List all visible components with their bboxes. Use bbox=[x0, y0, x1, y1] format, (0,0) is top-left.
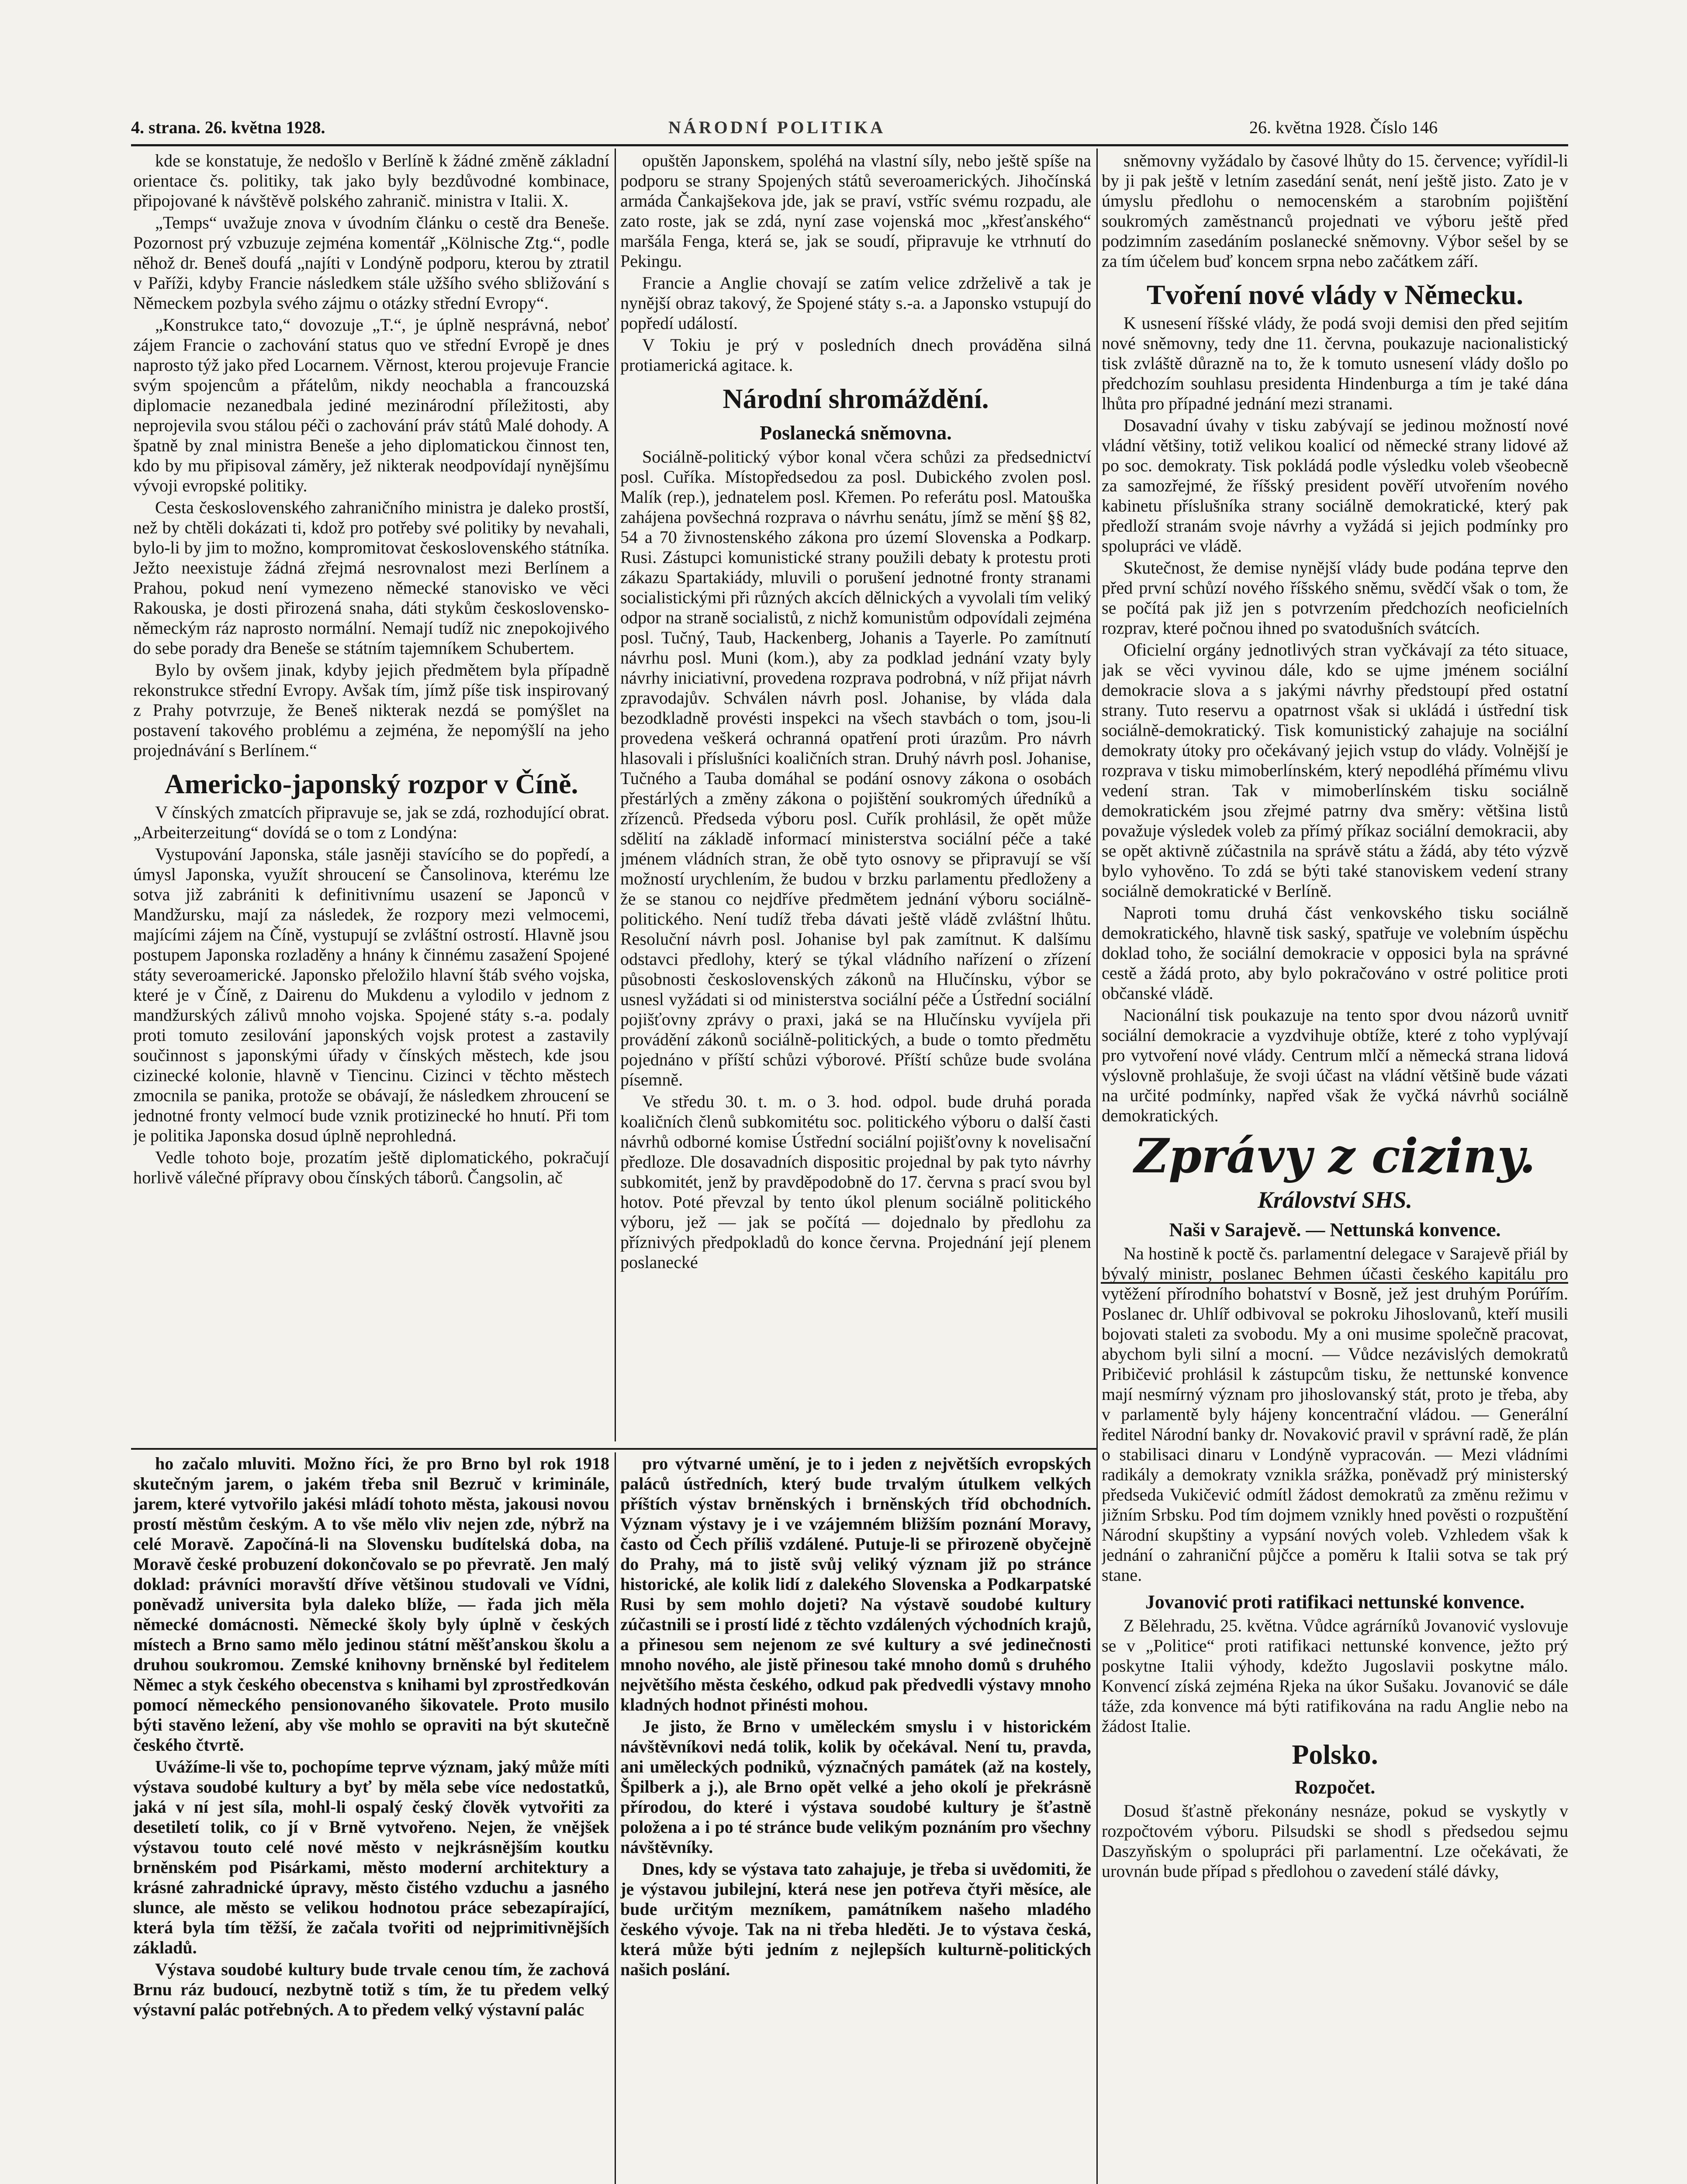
paragraph: Francie a Anglie chovají se zatím velice zdrželivě a tak je nynější obraz takový, že Spojené státy s.-a. a Japonsko vstupují do popředí událostí. bbox=[620, 273, 1091, 333]
bottom-column-2 bbox=[620, 1454, 1091, 2184]
paragraph: Z Bělehradu, 25. května. Vůdce agrárníků Jovanović vyslovuje se v „Politice“ proti ratifikaci nettunské konvence, ježto prý poskytne Italii výhody, kdežto Jugoslavii poskytne málo. Konvencí získá zejména Rjeka na úkor Sušaku. Jovanović se dále táže, zda konvence má býti ratifikována na radu Anglie nebo na žádost Italie. bbox=[1102, 1616, 1568, 1736]
column-divider-1 bbox=[615, 149, 616, 1441]
bottom-column-1 bbox=[133, 1454, 609, 2184]
page-header-left: 4. strana. 26. května 1928. bbox=[131, 117, 325, 137]
paragraph: Sociálně-politický výbor konal včera schůzi za předsednictví posl. Cuříka. Místopředsedou za posl. Dubického zvolen posl. Malík (rep.), jednatelem posl. Křemen. Po referátu posl. Matouška zahájena povšechná rozprava o návrhu senátu, jímž se mění §§ 82, 54 a 70 živnostenského zákona pro území Slovenska a Podkarp. Rusi. Zástupci komunistické strany použili debaty k protestu proti zákazu Spartakiády, mluvili o porušení jednotné fronty stranami socialistickými při různých akcích dělnických a vyvolali tím veliký odpor na straně socialistů, z nichž komunistům odpovídali zejména posl. Tučný, Taub, Hackenberg, Johanis a Tayerle. Po zamítnutí návrhu posl. Muni (kom.), aby za podklad jednání vzaty byly návrhy iniciativní, provedena rozprava podrobná, v níž přijat návrh zpravodajův. Schválen návrh posl. Johanise, by vláda dala bezodkladně provésti inspekci na všech stavbách o tom, jsou-li provedena veškerá ochranná opatření proti úrazům. Pro návrh hlasovali i příslušníci koaličních stran. Druhý návrh posl. Johanise, Tučného a Tauba domáhal se podání osnovy zákona o osobách přestárlých a změny zákona o pojištění soukromých úředníků a zřízenců. Předseda výboru posl. Cuřík prohlásil, že opět může sdělití na základě informací ministerstva sociální péče a také jménem vládních stran, že obě tyto osnovy se připravují se vší možností urychlením, že budou v brzku parlamentu předloženy a že se stanou co nejdříve předmětem jednání výboru sociálně-politického. Není tudíž třeba dávati ještě vládě zvláštní lhůtu. Resoluční návrh posl. Johanise byl pak zamítnut. K dalšímu odstavci předlohy, který se týkal vládního nařízení o zřízení působnosti československých zákonů na Hlučínsku, výbor se usnesl vyžádati si od ministerstva sociální péče a Ústřední sociální pojišťovny zprávy o praxi, jaká se na Hlučínsku vyvíjela při provádění zákonů sociálně-politických, a bude o tomto předmětu pojednáno v příští schůzi výborové. Příští schůze bude svolána písemně. bbox=[620, 447, 1091, 1089]
section-title-zpravy-z-ciziny: Zprávy z ciziny. bbox=[1134, 1129, 1536, 1184]
paragraph: V čínských zmatcích připravuje se, jak se zdá, rozhodující obrat. „Arbeiterzeitung“ dovídá se o tom z Londýna: bbox=[133, 802, 609, 842]
paragraph: Bylo by ovšem jinak, kdyby jejich předmětem byla případně rekonstrukce střední Evropy. Avšak tím, jímž píše tisk inspirovaný z Prahy potvrzuje, že Beneš nikterak nezdá se pomýšlet na postavení takového problému a zejména, že nepomýšlí na jeho projednávání s Berlínem.“ bbox=[133, 660, 609, 760]
paragraph: Oficielní orgány jednotlivých stran vyčkávají za této situace, jak se věci vyvinou dále, kdo se ujme jménem sociální demokracie slova a s jakými návrhy předstoupí před ostatní strany. Tuto reservu a opatrnost však si ukládá i ústřední tisk sociálně-demokratický. Tisk komunistický zahajuje na sociální demokraty útoky pro očekávaný jejich vstup do vlády. Volnější je rozprava v tisku mimoberlínském, který nepodléhá přímému vlivu vedení stran. Tak v mimoberlínském tisku sociálně demokratickém jsou zřejmé patrny dva směry: většina listů považuje výsledek voleb za přímý příkaz sociální demokracii, aby se opět aktivně zúčastnila na správě státu a žádá, aby této výzvě bylo vyhověno. To zdá se býti také stanoviskem vedení strany sociálně demokratické v Berlíně. bbox=[1102, 640, 1568, 901]
subhead-nasi-v-sarajeve: Naši v Sarajevě. — Nettunská konvence. bbox=[1169, 1219, 1501, 1241]
paragraph: ho začalo mluviti. Možno říci, že pro Brno byl rok 1918 skutečným jarem, o jakém třeba snil Bezruč v kriminále, jarem, které vytvořilo jakési mládí tohoto města, jakousi novou prostí městům českým. A to vše mělo vliv nejen zde, nýbrž na celé Moravě. Započíná-li na Slovensku budítelská doba, na Moravě české probuzení dokončovalo se po převratě. Jen malý doklad: právníci moravští dříve většinou studovali ve Vídni, poněvadž universita byla daleko blíže, — řada jich měla německé domácnosti. Německé školy byly úplně v českých místech a Brno samo mělo jedinou státní měšťanskou školu a druhou soukromou. Zemské knihovny brněnské byl ředitelem Němec a styk českého obecenstva s knihami byl zprostředkován pomocí německého pensionovaného šikovatele. Proto musilo býti stavěno ležení, aby vše mohlo se opraviti na být skutečně českého čtvrtě. bbox=[133, 1454, 609, 1755]
page-header-masthead: NÁRODNÍ POLITIKA bbox=[668, 117, 886, 137]
paragraph: „Temps“ uvažuje znova v úvodním článku o cestě dra Beneše. Pozornost prý vzbuzuje zejména komentář „Kölnische Ztg.“, podle něhož dr. Beneš doufá „najíti v Londýně podporu, kterou by ztratil v Paříži, kdyby Francie následkem stále užšího svého sbližování s Německem pozbyla svého zájmu o otázky střední Evropy“. bbox=[133, 213, 609, 313]
paragraph: „Konstrukce tato,“ dovozuje „T.“, je úplně nesprávná, neboť zájem Francie o zachování status quo ve střední Evropě je dnes naprosto týž jako před Locarnem. Věrnost, kterou projevuje Francie svým spojencům a přátelům, nikdy neochabla a francouzská diplomacie nezanedbala jediné mezinárodní příležitosti, aby neprojevila svou stálou péči o zachování práv států Malé dohody. A špatně by znal ministra Beneše a jeho diplomatickou činnost ten, kdo by mu připisoval záměry, jež nikterak neodpovídají nynějšímu vývoji evropské politiky. bbox=[133, 315, 609, 495]
paragraph: Dosavadní úvahy v tisku zabývají se jedinou možností nové vládní většiny, totiž velikou koalicí od německé strany lidové až po soc. demokraty. Tisk pokládá podle výsledku voleb všeobecně za samozřejmé, že říšský president pověří utvořením nového kabinetu příslušníka strany sociálně demokratické, který pak předloží stranám svoje návrhy a vyžádá si jejich podmínky pro spolupráci ve vládě. bbox=[1102, 415, 1568, 556]
subhead-jovanovic: Jovanović proti ratifikaci nettunské konvence. bbox=[1145, 1591, 1525, 1613]
headline-americko-japonsky: Americko-japonský rozpor v Číně. bbox=[164, 768, 578, 799]
paragraph: Nacionální tisk poukazuje na tento spor dvou názorů uvnitř sociální demokracie a vyzdvihuje obtíže, které z toho vyplývají pro vytvoření nové vlády. Centrum mlčí a německá strana lidová výslovně prohlašuje, že svoji účast na vládní většině bude vázati na určité podmínky, napřed však že vyčká návrhů sociálně demokratických. bbox=[1102, 1005, 1568, 1125]
paragraph: K usnesení říšské vlády, že podá svoji demisi den před sejitím nové sněmovny, tedy dne 11. června, poukazuje nacionalistický tisk zvláště důrazně na to, že k tomuto usnesení vlády došlo po předchozím souhlasu presidenta Hindenburga a tím je také dána lhůta pro případné jednání mezi stranami. bbox=[1102, 313, 1568, 413]
column-3 bbox=[1102, 151, 1568, 2184]
paragraph: Dnes, kdy se výstava tato zahajuje, je třeba si uvědomiti, že je výstavou jubilejní, která nese jen potřeva čtyři měsíce, ale bude určitým mezníkem, památníkem našeho mladého českého vývoje. Tak na ni třeba hleděti. Je to výstava česká, která může býti jedním z nejlepších kulturně-politických našich poslání. bbox=[620, 1859, 1091, 1979]
bottom-column-divider bbox=[615, 1452, 616, 2184]
paragraph: Dosud šťastně překonány nesnáze, pokud se vyskytly v rozpočtovém výboru. Pilsudski se shodl s předsedou sejmu Daszyňským o spolupráci při parlamentní. Lze očekávati, že urovnán bude případ s předlohou o zavedení stálé dávky, bbox=[1102, 1801, 1568, 1881]
column-1 bbox=[133, 151, 609, 1444]
headline-polsko: Polsko. bbox=[1292, 1739, 1378, 1770]
paragraph: Vedle tohoto boje, prozatím ještě diplomatického, pokračují horlivě válečné přípravy obou čínských táborů. Čangsolin, ač bbox=[133, 1147, 609, 1187]
headline-narodni-shromazdeni: Národní shromáždění. bbox=[723, 383, 989, 414]
paragraph: pro výtvarné umění, je to i jeden z největších evropských paláců ústředních, který bude trvalým útulkem velkých příštích výstav brněnských i brněnských tříd obchodních. Význam výstavy je i ve vzájemném bližším poznání Moravy, často od Čech příliš vzdálené. Putuje-li se přirozeně obyčejně do Prahy, má to jistě svůj veliký význam již po stránce historické, ale kolik lidí z dalekého Slovenska a Podkarpatské Rusi by sem mohlo dojeti? Na výstavě soudobé kultury zúčastnili se i prostí lidé z těchto vzdálených východních krajů, a přinesou sem nejenom ze své kultury a své jedinečnosti mnoho nového, ale jistě přinesou také mnoho domů s druhého největšího města českého, odkud pak předvedli výstavy mnoho kladných hodnot přinésti mohou. bbox=[620, 1454, 1091, 1714]
paragraph: Uvážíme-li vše to, pochopíme teprve význam, jaký může míti výstava soudobé kultury a byť by měla sebe více nedostatků, jaká v ní jest síla, mohl-li ospalý český člověk vytvořiti za desetiletí tolik, co jí v Brně vytvořeno. Nejen, že vnějšek výstavou touto celé nové město v nejkrásnějším koutku brněnském pod Pisárkami, město moderní architektury a krásné zahradnické úpravy, město čistého vzduchu a jasného slunce, ale město se velikou hodnotou práce sebezapírající, která byla tím těžší, že začala tvořiti od nejprimitivnějších základů. bbox=[133, 1757, 609, 1957]
paragraph: Na hostině k poctě čs. parlamentní delegace v Sarajevě přiál by bývalý ministr, poslanec Behmen účasti českého kapitálu pro vytěžení přírodního bohatství v Bosně, jež jest druhým Porúřím. Poslanec dr. Uhlíř odbivoval se pokroku Jihoslovanů, kteří musili bojovati staleti za svobodu. My a oni musime společně pracovat, abychom byli silní a mocní. — Vůdce nezávislých demokratů Pribičević prohlásil k zástupcům tisku, že nettunské konvence mají nesmírný význam pro jihoslovanský stát, proto je třeba, aby v parlamentě byly hájeny koncentrační vládou. — Generální ředitel Národní banky dr. Novaković pravil v správní radě, že plán o stabilisaci dinaru v Londýně vypracován. — Mezi vládními radikály a demokraty vznikla srážka, poněvadž prý ministerský předseda Vukičević odmítl žádost demokratů za změnu režimu v jižním Srbsku. Pod tím dojmem vznikly hned pověsti o rozpuštění Národní skupštiny a vypsání nových voleb. Vzhledem však k jednání o zahraniční půjčce a poměru k Italii sotva se tak prý stane. bbox=[1102, 1244, 1568, 1585]
section-divider bbox=[131, 1448, 1096, 1450]
paragraph: Výstava soudobé kultury bude trvale cenou tím, že zachová Brnu ráz budoucí, nezbytně totiž s tím, že tu předem velký výstavní palác potřebných. A to předem velký výstavní palác bbox=[133, 1959, 609, 2019]
paragraph: kde se konstatuje, že nedošlo v Berlíně k žádné změně základní orientace čs. politiky, tak jako byly bezdůvodné kombinace, připojované k návštěvě polského zahranič. ministra v Italii. X. bbox=[133, 151, 609, 211]
column-divider-2 bbox=[1096, 149, 1098, 2184]
paragraph: Naproti tomu druhá část venkovského tisku sociálně demokratického, hlavně tisk saský, spatřuje ve volebním úspěchu doklad toho, že sociální demokracie v opposici byla na správné cestě a žádá proto, aby bylo pokračováno v ostré politice proti občanské vládě. bbox=[1102, 903, 1568, 1003]
paragraph: opuštěn Japonskem, spoléhá na vlastní síly, nebo ještě spíše na podporu se strany Spojených států severoamerických. Jihočínská armáda Čankajšekova jde, jak se praví, vstříc svému rozpadu, ale zato roste, jak se zdá, nyní zase vojenská moc „křesťanského“ maršála Fenga, která se, jak se soudí, připravuje ke vtrhnutí do Pekingu. bbox=[620, 151, 1091, 271]
paragraph: V Tokiu je prý v posledních dnech prováděna silná protiamerická agitace. k. bbox=[620, 335, 1091, 375]
paragraph: sněmovny vyžádalo by časové lhůty do 15. července; vyřídil-li by ji pak ještě v letním zasedání senát, není ještě jisto. Zato je v úmyslu předlohu o nemocenském a starobním pojištění soukromých zaměstnanců projednati ve výboru ještě před podzimním zasedáním poslanecké sněmovny. Výbor sešel by se za tím účelem buď koncem srpna nebo začátkem září. bbox=[1102, 151, 1568, 271]
headline-tvoreni-vlady: Tvoření nové vlády v Německu. bbox=[1146, 279, 1524, 310]
column-2 bbox=[620, 151, 1091, 1444]
paragraph: Skutečnost, že demise nynější vlády bude podána teprve den před první schůzí nového říšského sněmu, svědčí však o tom, že se počítá pak již jen s potvrzením předchozích neoficielních rozprav, které počnou ihned po svatodušních svátcích. bbox=[1102, 558, 1568, 638]
headline-kralovstvi-shs: Království SHS. bbox=[1257, 1187, 1413, 1213]
header-rule bbox=[131, 144, 1568, 146]
paragraph: Ve středu 30. t. m. o 3. hod. odpol. bude druhá porada koaličních členů subkomitétu soc. politického výboru o další časti návrhů odborné komise Ústřední sociální pojišťovny k novelisační předloze. Dle dosavadních dispositic projednal by pak tyto návrhy subkomitét, jenž by pravděpodobně do 17. června s prací svou byl hotov. Poté převzal by tento úkol plenum sociálně politického výboru, jež — jak se počítá — dojednalo by předlohu za příznivých předpokladů do konce června. Projednání její plenem poslanecké bbox=[620, 1092, 1091, 1272]
paragraph: Cesta československého zahraničního ministra je daleko prostší, než by chtěli dokázati ti, kdož pro potřeby své politiky by nevahali, bylo-li by jim to možno, kompromitovat československého státníka. Ježto neexistuje žádná zřejmá nesrovnalost mezi Berlínem a Prahou, pokud není vymezeno německé stanovisko ve věci Rakouska, je dosti přirozená snaha, dáti stykům československo-německým ráz naprosto normální. Nemají tudíž nic znepokojivého do sebe porady dra Beneše se státním tajemníkem Schubertem. bbox=[133, 498, 609, 658]
subhead-rozpocet: Rozpočet. bbox=[1294, 1776, 1376, 1798]
subhead-poslanecka-snemovna: Poslanecká sněmovna. bbox=[760, 422, 952, 444]
page-header-right: 26. května 1928. Číslo 146 bbox=[1249, 117, 1438, 137]
paragraph: Je jisto, že Brno v uměleckém smyslu i v historickém návštěvníkovi nedá tolik, kolik by očekával. Není tu, pravda, ani uměleckých podniků, význačných památek (až na kostely, Špilberk a j.), ale Brno opět velké a jeho okolí je překrásně přírodou, do které i výstava soudobé kultury je šťastně položena a i po té stránce bude velikým poznáním pro všechny návštěvníky. bbox=[620, 1717, 1091, 1857]
paragraph: Vystupování Japonska, stále jasněji stavícího se do popředí, a úmysl Japonska, využít shroucení se Čansolinova, kterému lze sotva již zabrániti k definitivnímu usazení se Japonců v Mandžursku, mají za následek, že rozpory mezi velmocemi, majícími zájem na Číně, vystupují se zvláštní ostrostí. Hlavně jsou postupem Japonska rozladěny a hnány k činnému zasažení Spojené státy severoamerické. Japonsko přeložilo hlavní štáb svého vojska, které je v Číně, z Dairenu do Mukdenu a vylodilo v jednom z mandžurských zálivů mnoho vojska. Spojené státy s.-a. podaly proti tomuto zesilování japonských vojsk protest a zastavily součinnost s japonskými úřady v čínských městech, kde jsou cizinecké kolonie, hlavně v Tiencinu. Cizinci v těchto městech zmocnila se panika, protože se obávají, že následkem zhroucení se jednotné fronty velmocí bude vznik protizinecké ho hnutí. Při tom je politika Japonska dosud úplně neprohledná. bbox=[133, 844, 609, 1145]
